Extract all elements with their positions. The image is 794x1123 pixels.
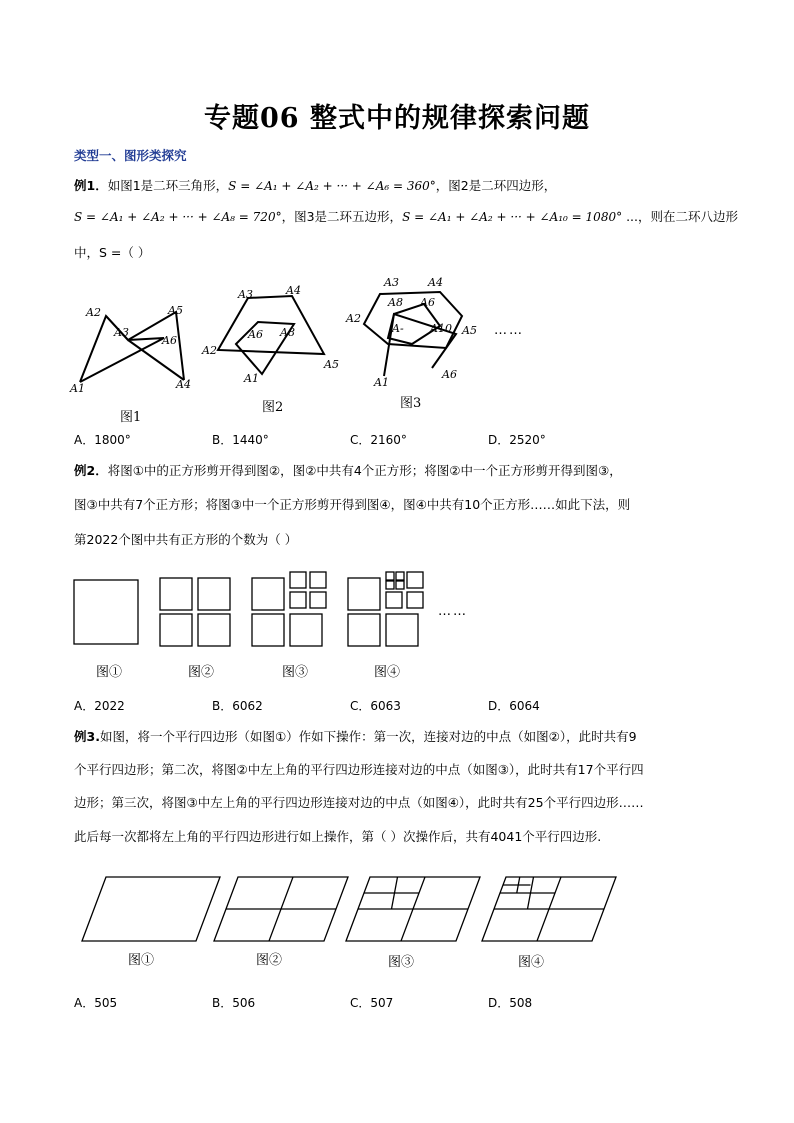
fig3-label: A- xyxy=(392,322,404,335)
fig3-label: A4 xyxy=(428,276,443,289)
fig4-square xyxy=(348,614,380,646)
fig3-label: A6 xyxy=(420,296,435,309)
fig2-square xyxy=(160,614,192,646)
ex2-option-d[interactable]: D．6064 xyxy=(488,699,540,713)
section-heading: 类型一、图形类探究 xyxy=(74,148,187,163)
ex3-line4: 此后每一次都将左上角的平行四边形进行如上操作，第（ ）次操作后，共有4041个平行四边形. xyxy=(74,829,602,844)
fig1-label: A1 xyxy=(70,382,85,395)
ex1-figure-3 xyxy=(344,272,484,387)
ex1-line3: 中，S =（ ） xyxy=(74,245,151,260)
ex3-label: 例3. xyxy=(74,729,100,744)
ex2-option-c[interactable]: C．6063 xyxy=(350,699,401,713)
ex2-caption-3: 图③ xyxy=(282,665,309,680)
ex2-square-figures xyxy=(70,570,470,650)
ex1-formula-3: S = ∠A₁ + ∠A₂ + ··· + ∠A₁₀ = 1080° xyxy=(402,210,623,224)
fig4-square xyxy=(348,578,380,610)
fig3-square xyxy=(252,614,284,646)
ex1-line2 xyxy=(74,208,738,226)
ex3-line2: 个平行四边形；第二次，将图②中左上角的平行四边形连接对边的中点（如图③），此时共有17个平行四 xyxy=(74,762,644,777)
ex3-caption-4: 图④ xyxy=(518,955,545,970)
fig3-label: A6 xyxy=(442,368,457,381)
ex2-label: 例2． xyxy=(74,463,108,478)
ex1-figure-1 xyxy=(66,296,196,401)
fig2-square xyxy=(198,614,230,646)
fig3-label: A8 xyxy=(388,296,403,309)
ex1-text-a: 如图1是二环三角形， xyxy=(107,178,229,193)
fig4-tiny-square xyxy=(396,572,404,580)
fig4-tiny-square xyxy=(396,581,404,589)
fig3-square xyxy=(290,614,322,646)
fig2-label: A1 xyxy=(244,372,259,385)
fig3-small-square xyxy=(290,592,306,608)
ex3-option-a[interactable]: A．505 xyxy=(74,996,118,1010)
fig1-label: A6 xyxy=(162,334,177,347)
fig3-label: A5 xyxy=(462,324,477,337)
ex1-figure-2 xyxy=(200,284,350,389)
fig2-label: A4 xyxy=(286,284,301,297)
ex3-caption-3: 图③ xyxy=(388,955,415,970)
ex3-option-c[interactable]: C．507 xyxy=(350,996,394,1010)
fig2-square xyxy=(160,578,192,610)
fig2-label: A3 xyxy=(238,288,253,301)
ex3-caption-1: 图① xyxy=(128,953,155,968)
ex2-line2: 图③中共有7个正方形；将图③中一个正方形剪开得到图④，图④中共有10个正方形……如此下法，则 xyxy=(74,497,631,512)
ex1-caption-1: 图1 xyxy=(120,410,142,425)
fig1-label: A5 xyxy=(168,304,183,317)
ex1-option-c[interactable]: C．2160° xyxy=(350,433,407,447)
ex3-line3: 边形；第三次，将图③中左上角的平行四边形连接对边的中点（如图④），此时共有25个平行四边形…… xyxy=(74,795,644,810)
fig3-small-square xyxy=(310,592,326,608)
fig4-small-square xyxy=(407,572,423,588)
ex1-text-c: ，图3是二环五边形， xyxy=(281,209,403,224)
ex2-line1 xyxy=(74,462,622,480)
fig1-ring-b xyxy=(80,338,164,382)
ex2-text-1: 将图①中的正方形剪开得到图②，图②中共有4个正方形；将图②中一个正方形剪开得到图③， xyxy=(107,463,622,478)
fig1-label: A4 xyxy=(176,378,191,391)
fig2-label: A5 xyxy=(324,358,339,371)
fig2-square xyxy=(198,578,230,610)
fig4-tiny-square xyxy=(386,581,394,589)
fig3-label: A2 xyxy=(346,312,361,325)
fig1-square xyxy=(74,580,138,644)
ex2-continuation-dots: …… xyxy=(438,604,468,619)
ex2-line3: 第2022个图中共有正方形的个数为（ ） xyxy=(74,532,298,547)
ex1-line1 xyxy=(74,177,556,195)
fig2-label: A6 xyxy=(248,328,263,341)
ex1-caption-3: 图3 xyxy=(400,396,422,411)
ex3-option-b[interactable]: B．506 xyxy=(212,996,256,1010)
ex3-text-1: 如图，将一个平行四边形（如图①）作如下操作：第一次，连接对边的中点（如图②），此时共有9 xyxy=(99,729,637,744)
ex1-formula-2: S = ∠A₁ + ∠A₂ + ··· + ∠A₈ = 720° xyxy=(74,210,282,224)
ex1-option-a[interactable]: A．1800° xyxy=(74,433,131,447)
ex1-continuation-dots: …… xyxy=(494,323,524,338)
ex2-caption-1: 图① xyxy=(96,665,123,680)
fig4-small-square xyxy=(407,592,423,608)
ex1-label: 例1． xyxy=(74,178,108,193)
fig2-label: A2 xyxy=(202,344,217,357)
fig2-quad-a xyxy=(218,296,324,354)
fig3-square xyxy=(252,578,284,610)
page-title: 专题06 整式中的规律探索问题 xyxy=(204,103,590,134)
ex3-parallelogram-figures xyxy=(78,872,623,947)
fig3-label: A10 xyxy=(430,322,452,335)
ex1-formula-1: S = ∠A₁ + ∠A₂ + ··· + ∠A₆ = 360° xyxy=(228,179,436,193)
fig4-tiny-square xyxy=(386,572,394,580)
ex3-option-d[interactable]: D．508 xyxy=(488,996,533,1010)
fig2-label: A8 xyxy=(280,326,295,339)
ex1-text-b: ，图2是二环四边形， xyxy=(435,178,557,193)
fig3-label: A1 xyxy=(374,376,389,387)
ex1-option-d[interactable]: D．2520° xyxy=(488,433,546,447)
fig1-label: A2 xyxy=(86,306,101,319)
fig1-parallelogram xyxy=(82,877,220,941)
ex1-option-b[interactable]: B．1440° xyxy=(212,433,269,447)
ex2-caption-4: 图④ xyxy=(374,665,401,680)
fig3-label: A3 xyxy=(384,276,399,289)
ex1-caption-2: 图2 xyxy=(262,400,284,415)
ex3-line1 xyxy=(74,728,637,746)
ex2-option-b[interactable]: B．6062 xyxy=(212,699,263,713)
fig3-small-square xyxy=(290,572,306,588)
fig3-small-square xyxy=(310,572,326,588)
fig4-square xyxy=(386,614,418,646)
fig1-label: A3 xyxy=(114,326,129,339)
fig4-small-square xyxy=(386,592,402,608)
ex3-caption-2: 图② xyxy=(256,953,283,968)
ex1-text-d: ...，则在二环八边形 xyxy=(622,209,738,224)
ex2-caption-2: 图② xyxy=(188,665,215,680)
fig1-ring-a xyxy=(80,312,184,382)
ex2-option-a[interactable]: A．2022 xyxy=(74,699,125,713)
